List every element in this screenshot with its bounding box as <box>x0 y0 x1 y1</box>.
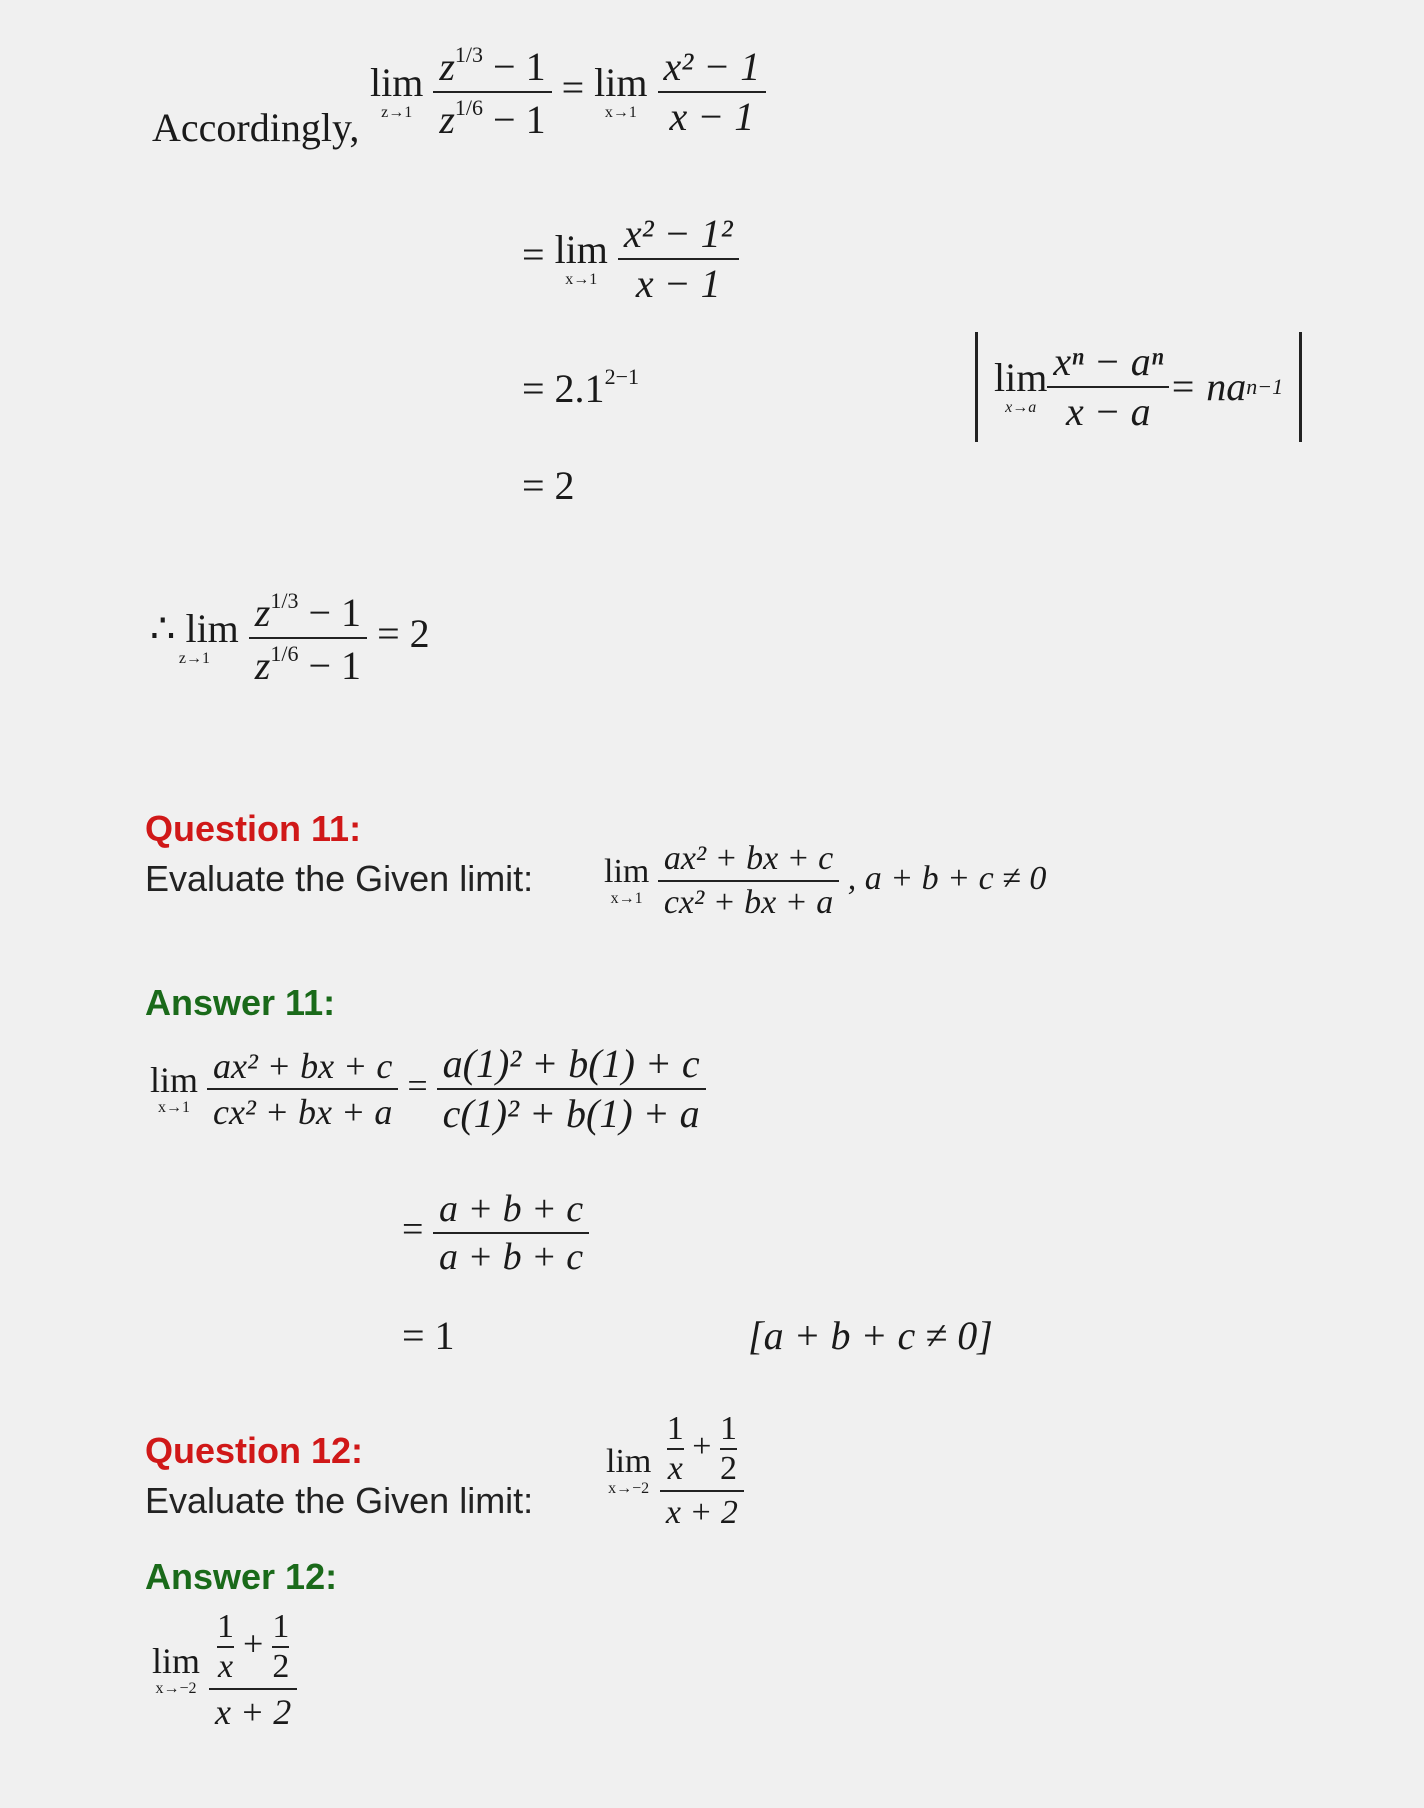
answer-11-step2: = $\frac{a + b + c}{a + b + c}$ <box>402 1190 589 1276</box>
question-12-title: Question 12: <box>145 1430 364 1471</box>
fraction-x: $\frac{\text{x² − 1}}{x - 1}$ <box>658 47 767 137</box>
fraction-z: $\frac{z^{1/3} - 1}{z^{1/6} - 1}$ <box>433 44 551 140</box>
limit-formula-bracket: lim x→a $\frac{\text{xⁿ − aⁿ}}{x - a}$ = na n−1 <box>975 332 1302 442</box>
a11-substituted: $\frac{\text{a(1)² + b(1) + c}}{\text{c(1)² + b(1) + a}}$ <box>437 1044 706 1134</box>
question-11-text: Evaluate the Given limit: <box>145 858 534 899</box>
question-12-expression <box>606 1412 744 1530</box>
lim-operator: lim x→−2 <box>606 1443 652 1497</box>
lim-operator: ∴ lim z→1 <box>150 606 239 667</box>
conclusion: ∴ lim z→1 $\frac{z^{1/3} - 1}{z^{1/6} - 1}$ = 2 <box>150 588 430 688</box>
accordingly-step3: = $2.1^{2-1}$ <box>522 364 639 411</box>
lim-operator: lim x→1 <box>594 60 648 121</box>
lim-operator: lim z→1 <box>370 60 424 121</box>
lim-operator: lim x→1 <box>554 227 608 288</box>
fraction-x-sq: $\frac{\text{x² − 1²}}{x - 1}$ <box>618 214 739 304</box>
conclusion-fraction: $\frac{z^{1/3} - 1}{z^{1/6} - 1}$ <box>249 590 367 686</box>
answer-11-condition: [a + b + c ≠ 0] <box>748 1313 993 1358</box>
a12-fraction: $\frac{1}{x}$ + $\frac{1}{2}$ x + 2 <box>209 1610 297 1730</box>
question-12-text: Evaluate the Given limit: <box>145 1480 534 1521</box>
q12-fraction: $\frac{1}{x}$ + $\frac{1}{2}$ x + 2 <box>660 1412 744 1530</box>
accordingly-step4: = 2 <box>522 463 575 508</box>
accordingly-label: Accordingly, <box>152 105 360 150</box>
a11-fraction: $\frac{\text{ax² + bx + c}}{\text{cx² + bx + a}}$ <box>207 1048 398 1130</box>
lim-operator: lim x→a <box>994 355 1048 416</box>
answer-11-result: = 1 <box>402 1313 455 1358</box>
q11-fraction: $\frac{\text{ax² + bx + c}}{\text{cx² + bx + a}}$ <box>658 842 839 920</box>
answer-12-title: Answer 12: <box>145 1556 338 1597</box>
lim-operator: lim x→−2 <box>152 1641 201 1697</box>
accordingly-step1: lim z→1 $\frac{z^{1/3} - 1}{z^{1/6} - 1}$ = lim x→1 $\frac{\text{x² − 1}}{x - 1}$ <box>370 44 766 140</box>
a11-simplified: $\frac{a + b + c}{a + b + c}$ <box>433 1190 589 1276</box>
question-11-expression: lim x→1 $\frac{\text{ax² + bx + c}}{\text{cx² + bx + a}}$ , a + b + c ≠ 0 <box>604 840 1047 921</box>
lim-operator: lim x→1 <box>604 853 650 907</box>
accordingly-step2: = lim x→1 $\frac{\text{x² − 1²}}{x - 1}$ <box>522 214 739 304</box>
answer-12-expression <box>152 1610 297 1730</box>
question-11-title: Question 11: <box>145 808 362 849</box>
lim-operator: lim x→1 <box>150 1060 199 1116</box>
answer-11-title: Answer 11: <box>145 982 336 1023</box>
formula-fraction: $\frac{\text{xⁿ − aⁿ}}{x - a}$ <box>1047 342 1169 432</box>
answer-11-step1: lim x→1 $\frac{\text{ax² + bx + c}}{\text{cx² + bx + a}}$ = $\frac{\text{a(1)² + b(1) + c}}{\text{c(1)² + b(1) + a}}$ <box>150 1044 706 1134</box>
